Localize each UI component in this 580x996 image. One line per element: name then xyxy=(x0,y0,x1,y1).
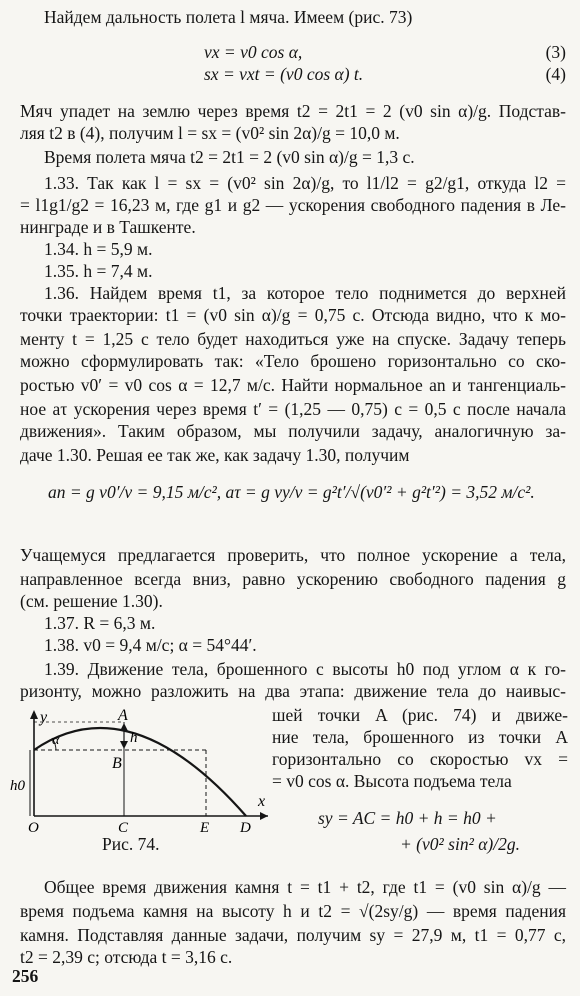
trajectory-figure xyxy=(8,706,274,836)
text-line: ризонту, можно разложить на два этапа: движение тела до наивыс- xyxy=(20,681,566,701)
text-line: нинграде и в Ташкенте. xyxy=(20,217,196,237)
height-equation: sy = AC = h0 + h = h0 + xyxy=(318,808,497,828)
text-line: = l1g1/g2 = 16,23 м, где g1 и g2 — ускорения свободного падения в Ле- xyxy=(20,195,566,215)
text-line: камня. Подставляя данные задачи, получим sy = 27,9 м, t1 = 0,77 с, xyxy=(20,925,566,945)
problem-1-37: 1.37. R = 6,3 м. xyxy=(44,613,156,633)
text-line: горизонтально со скоростью vx = xyxy=(272,749,568,769)
problem-1-38: 1.38. v0 = 9,4 м/с; α = 54°44′. xyxy=(44,635,257,655)
text-line: Мяч упадет на землю через время t2 = 2t1 = 2 (v0 sin α)/g. Подстав- xyxy=(20,101,566,121)
text-line: Учащемуся предлагается проверить, что полное ускорение a тела, xyxy=(20,545,566,565)
text-line: точки траектории: t1 = (v0 sin α)/g = 0,75 с. Отсюда видно, что к мо- xyxy=(20,305,566,325)
point-e-label: E xyxy=(200,820,210,836)
point-a-label: A xyxy=(118,707,128,724)
equation-4-number: (4) xyxy=(545,64,566,84)
problem-1-35: 1.35. h = 7,4 м. xyxy=(44,261,153,281)
h0-label: h0 xyxy=(10,778,25,794)
equation-3-number: (3) xyxy=(545,42,566,62)
text-line: ние тела, брошенного из точки A xyxy=(272,727,568,747)
text-line: даче 1.30. Решая ее так же, как задачу 1.30, получим xyxy=(20,445,410,465)
text-line: направленное всегда вниз, равно ускорению свободного падения g xyxy=(20,569,566,589)
text-line: Время полета мяча t2 = 2t1 = 2 (v0 sin α)/g = 1,3 с. xyxy=(44,147,415,167)
y-axis-arrow xyxy=(30,710,38,719)
h-arrow-head-down xyxy=(120,741,128,749)
text-line: шей точки A (рис. 74) и движе- xyxy=(272,705,568,725)
equation-4: sx = vxt = (v0 cos α) t. xyxy=(204,64,364,84)
text-line: ное aτ ускорения через время t′ = (1,25 — 0,75) с = 0,5 с после начала xyxy=(20,399,566,419)
text-line: (см. решение 1.30). xyxy=(20,591,163,611)
problem-1-33: 1.33. Так как l = sx = (v0² sin 2α)/g, то l1/l2 = g2/g1, откуда l2 = xyxy=(44,173,566,193)
problem-1-36: 1.36. Найдем время t1, за которое тело поднимется до верхней xyxy=(44,283,566,303)
origin-label: O xyxy=(28,820,39,836)
point-b-label: B xyxy=(112,755,122,772)
h-label: h xyxy=(130,730,138,746)
text-line: = v0 cos α. Высота подъема тела xyxy=(272,771,512,791)
trajectory-curve xyxy=(34,728,246,816)
text-line: t2 = 2,39 с; отсюда t = 3,16 с. xyxy=(20,947,233,967)
alpha-label: α xyxy=(52,733,60,748)
text-line: менту t = 1,25 с тело будет находиться уже на спуске. Задачу теперь xyxy=(20,329,566,349)
point-d-label: D xyxy=(240,820,251,836)
point-c-label: C xyxy=(118,820,129,836)
height-equation-cont: + (v0² sin² α)/2g. xyxy=(400,834,520,854)
figure-caption: Рис. 74. xyxy=(102,834,160,854)
text-line: Общее время движения камня t = t1 + t2, где t1 = (v0 sin α)/g — xyxy=(44,877,566,897)
text-line: можно сформулировать так: «Тело брошено горизонтально со ско- xyxy=(20,351,566,371)
problem-1-34: 1.34. h = 5,9 м. xyxy=(44,239,153,259)
text-line: время подъема камня на высоту h и t2 = √(2sy/g) — время падения xyxy=(20,901,566,921)
x-axis-arrow xyxy=(260,812,268,820)
text-line: ростью v0′ = v0 cos α = 12,7 м/с. Найти нормальное an и тангенциаль- xyxy=(20,375,566,395)
page-number: 256 xyxy=(12,966,39,986)
h-arrow-head-up xyxy=(120,723,128,731)
acceleration-formula: an = g v0′/v = 9,15 м/с², aτ = g vy/v = g²t′/√(v0′² + g²t′²) = 3,52 м/с². xyxy=(48,482,535,502)
intro-line: Найдем дальность полета l мяча. Имеем (рис. 73) xyxy=(44,7,413,27)
text-line: ляя t2 в (4), получим l = sx = (v0² sin 2α)/g = 10,0 м. xyxy=(20,123,400,143)
text-line: движения». Таким образом, мы получили задачу, аналогичную за- xyxy=(20,421,566,441)
equation-3: vx = v0 cos α, xyxy=(204,42,303,62)
problem-1-39: 1.39. Движение тела, брошенного с высоты h0 под углом α к го- xyxy=(44,659,566,679)
y-axis-label: y xyxy=(40,709,48,726)
x-axis-label: x xyxy=(258,793,266,810)
